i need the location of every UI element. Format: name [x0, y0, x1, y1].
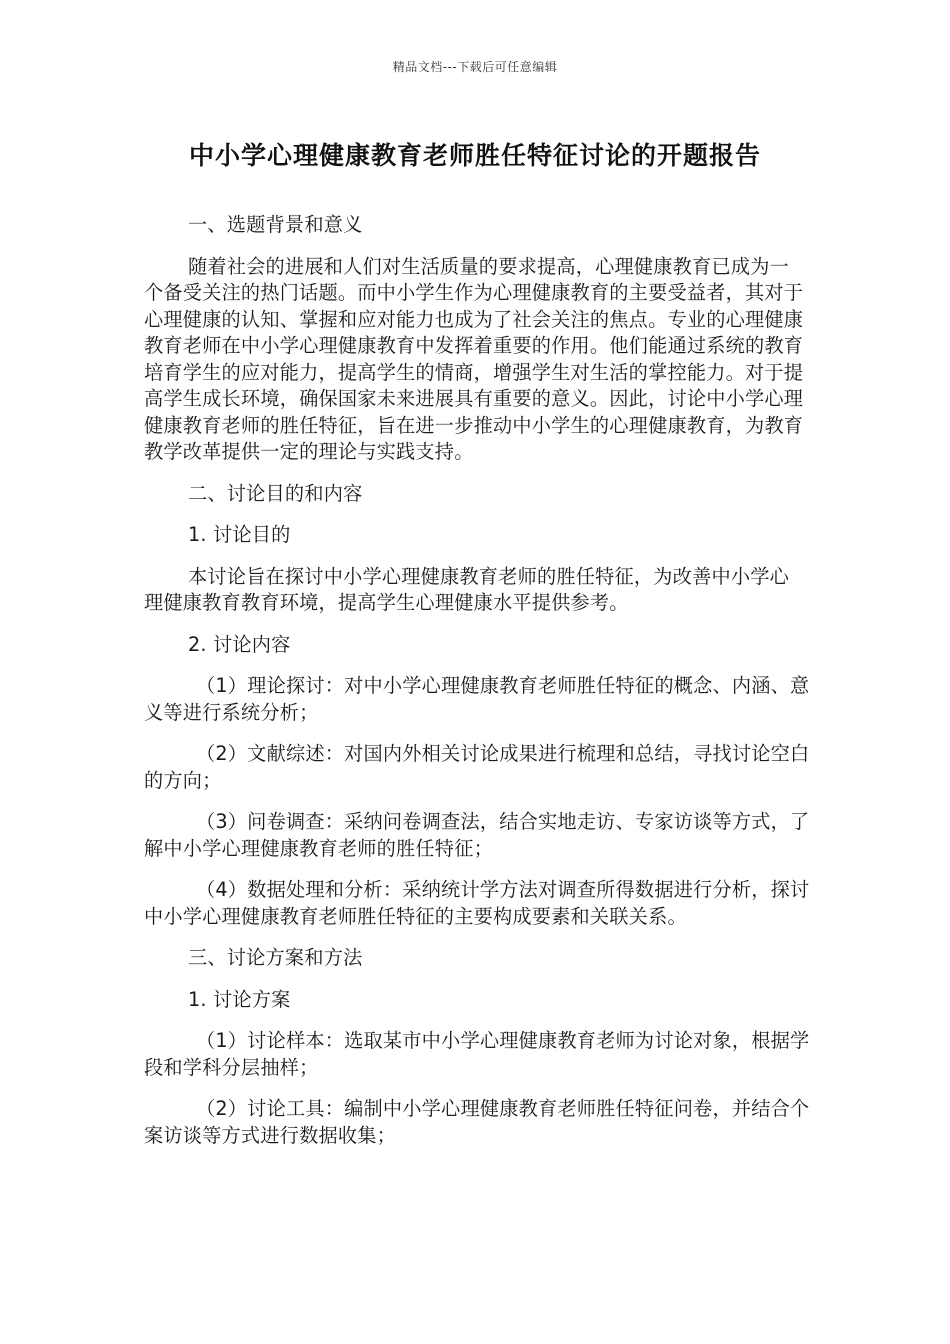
subheading-purpose: 1. 讨论目的: [188, 523, 291, 546]
plan-item-2: （2）讨论工具：编制中小学心理健康教育老师胜任特征问卷，并结合个案访谈等方式进行数据收集；: [144, 1097, 810, 1147]
document-title: 中小学心理健康教育老师胜任特征讨论的开题报告: [188, 141, 761, 170]
section-heading-2: 二、讨论目的和内容: [188, 481, 363, 505]
purpose-paragraph: 本讨论旨在探讨中小学心理健康教育老师的胜任特征，为改善中小学心理健康教育教育环境，提高学生心理健康水平提供参考。: [144, 564, 790, 614]
document-body: [144, 212, 808, 1164]
background-paragraph: 随着社会的进展和人们对生活质量的要求提高，心理健康教育已成为一个备受关注的热门话题。而中小学生作为心理健康教育的主要受益者，其对于心理健康的认知、掌握和应对能力也成为了社会关注的焦点。专业的心理健康教育老师在中小学心理健康教育中发挥着重要的作用。他们能通过系统的教育培育学生的应对能力，提高学生的情商，增强学生对生活的掌控能力。对于提高学生成长环境，确保国家未来进展具有重要的意义。因此，讨论中小学心理健康教育老师的胜任特征，旨在进一步推动中小学生的心理健康教育，为教育教学改革提供一定的理论与实践支持。: [144, 254, 804, 463]
subheading-plan: 1. 讨论方案: [188, 987, 291, 1011]
section-heading-1: 一、选题背景和意义: [188, 213, 363, 236]
content-item-1: （1）理论探讨：对中小学心理健康教育老师胜任特征的概念、内涵、意义等进行系统分析；: [144, 674, 810, 724]
content-item-3: （3）问卷调查：采纳问卷调查法，结合实地走访、专家访谈等方式，了解中小学心理健康教育老师的胜任特征；: [144, 810, 810, 860]
plan-item-1: （1）讨论样本：选取某市中小学心理健康教育老师为讨论对象，根据学段和学科分层抽样；: [144, 1029, 810, 1079]
subheading-content: 2. 讨论内容: [188, 632, 291, 656]
header-note: 精品文档---下载后可任意编辑: [392, 60, 558, 74]
content-item-4: （4）数据处理和分析：采纳统计学方法对调查所得数据进行分析，探讨中小学心理健康教育老师胜任特征的主要构成要素和关联关系。: [144, 878, 810, 928]
section-heading-3: 三、讨论方案和方法: [188, 946, 363, 969]
content-item-2: （2）文献综述：对国内外相关讨论成果进行梳理和总结，寻找讨论空白的方向；: [144, 742, 810, 792]
